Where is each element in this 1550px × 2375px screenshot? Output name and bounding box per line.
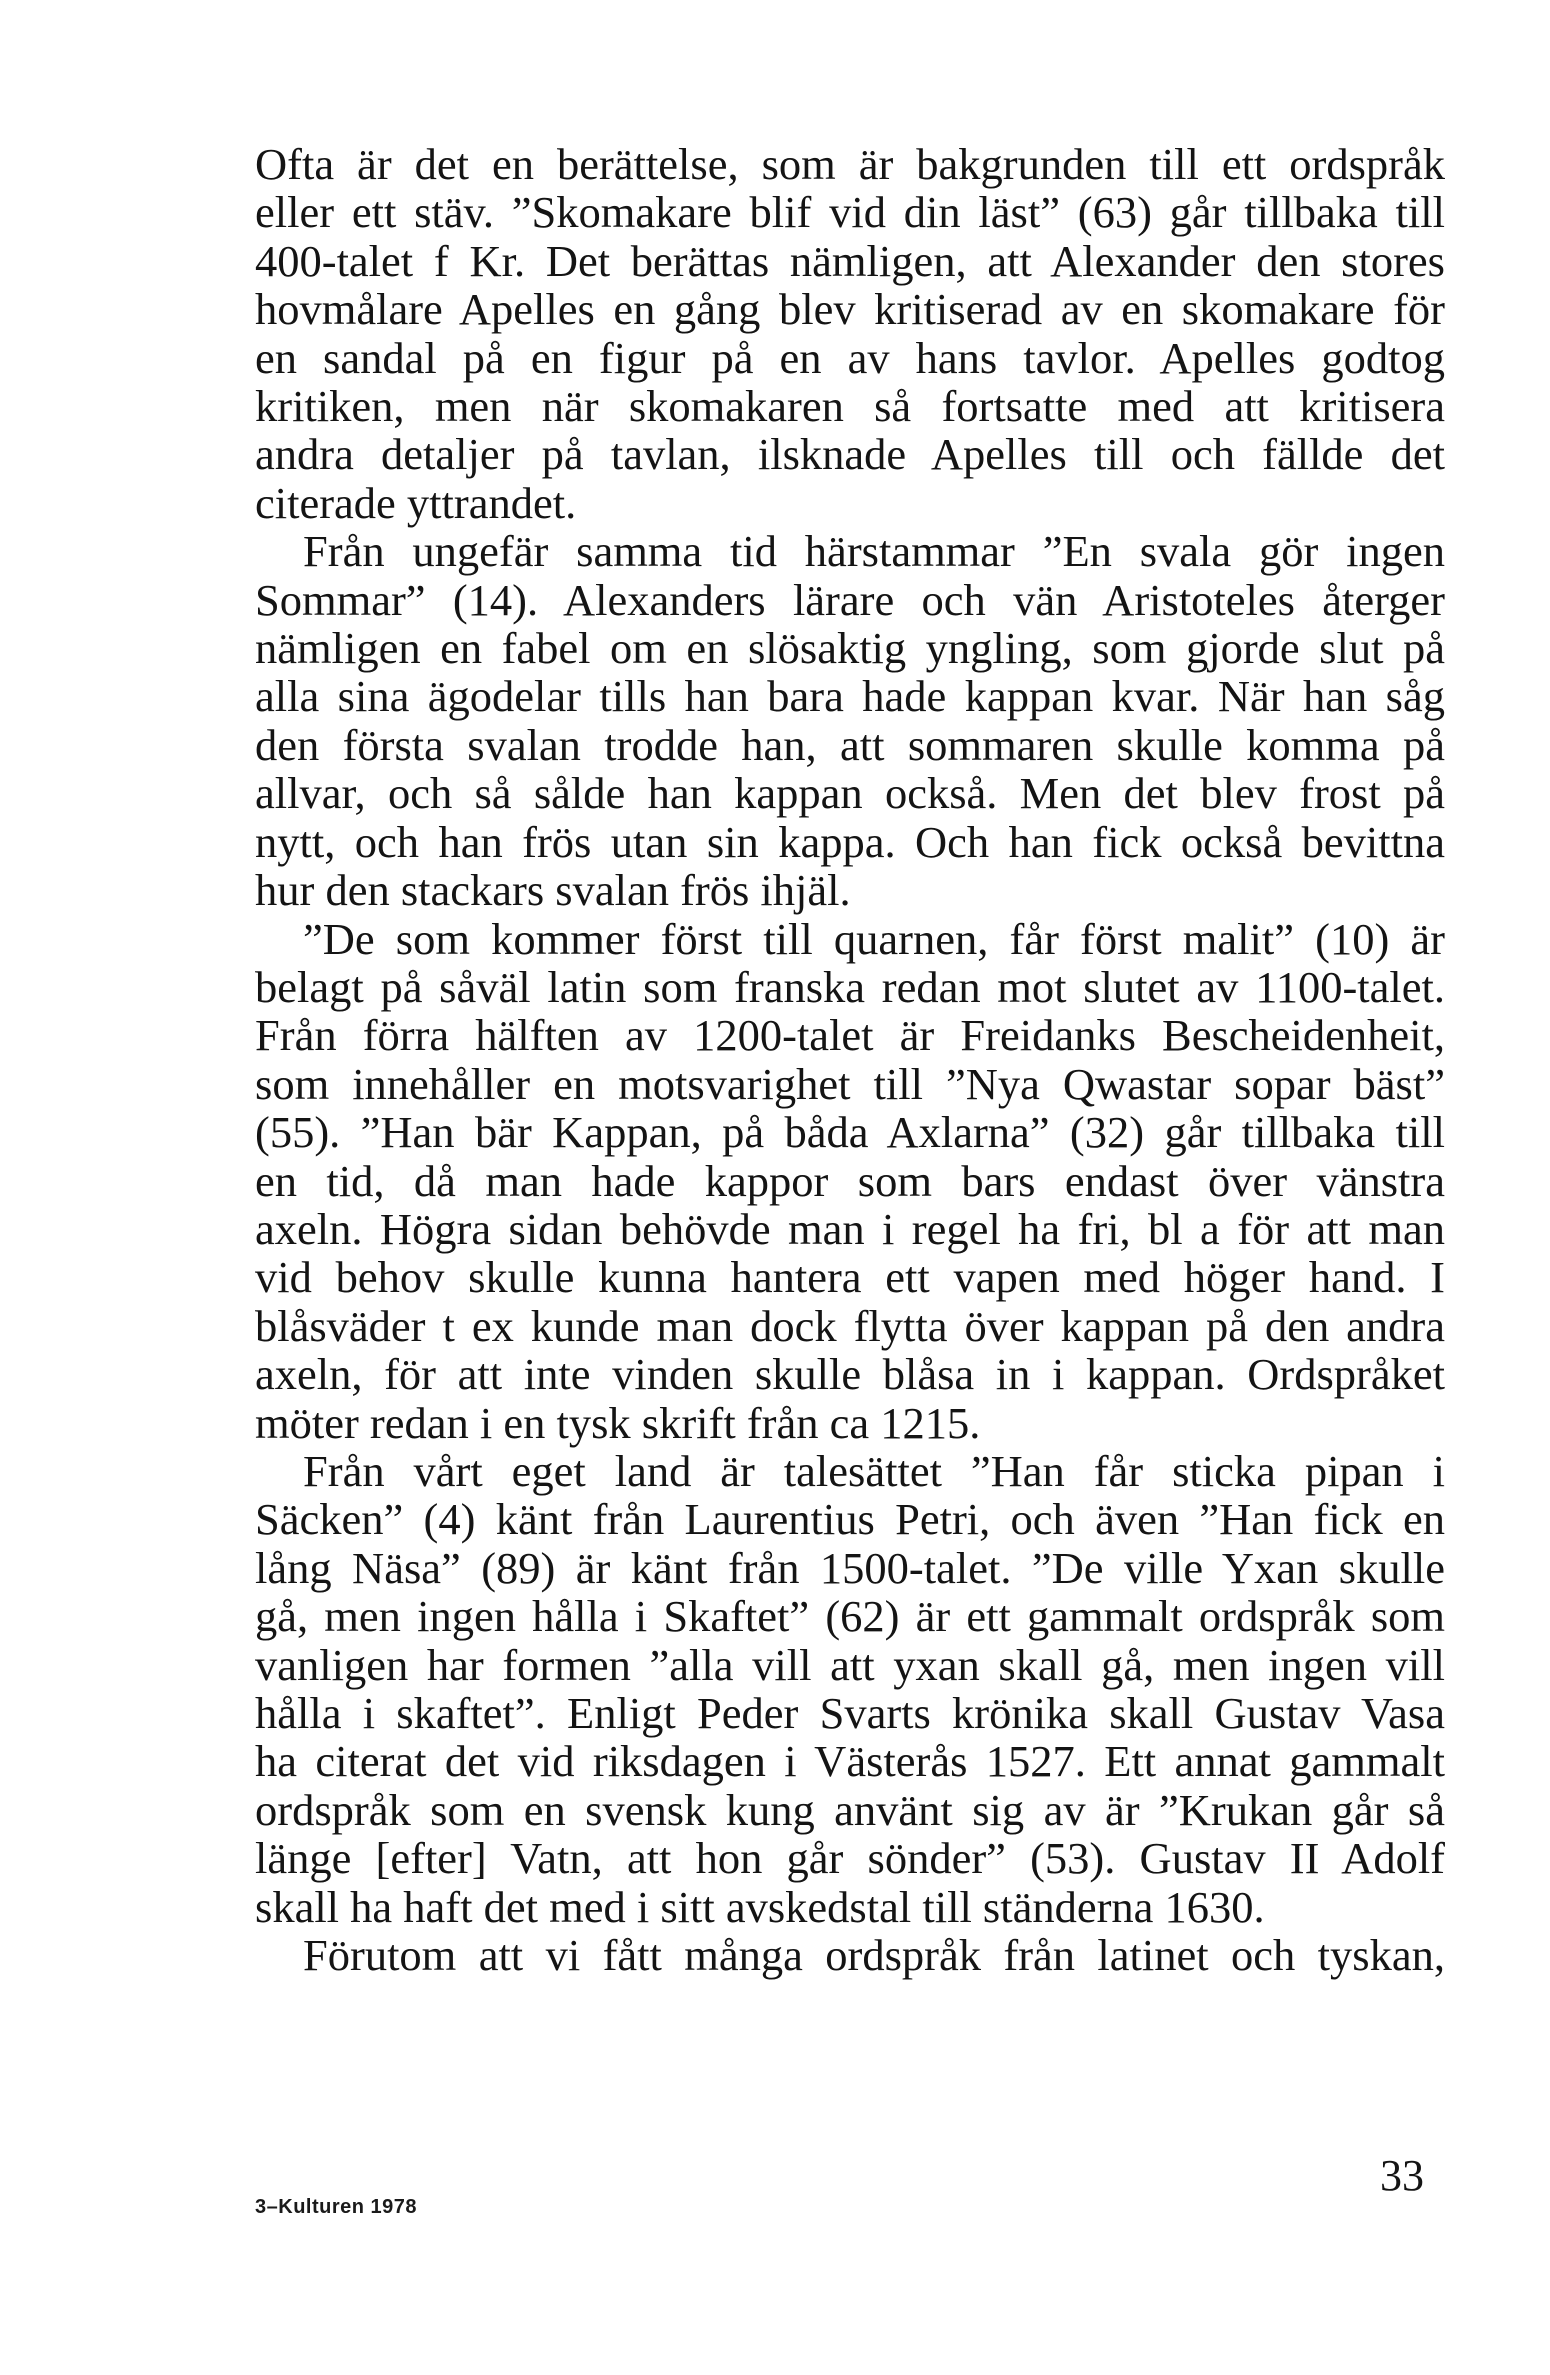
- text-line: möter redan i en tysk skrift från ca 1215.: [255, 1397, 981, 1448]
- text-line: vid behov skulle kunna hantera ett vapen med höger hand. I: [255, 1252, 1445, 1303]
- text-line: Från ungefär samma tid härstammar ”En svala gör ingen: [303, 526, 1445, 577]
- text-line: Från vårt eget land är talesättet ”Han får sticka pipan i: [303, 1445, 1445, 1496]
- text-line: belagt på såväl latin som franska redan mot slutet av 1100-talet.: [255, 961, 1445, 1012]
- text-line: Sommar” (14). Alexanders lärare och vän Aristoteles återger: [255, 574, 1445, 625]
- text-line: lång Näsa” (89) är känt från 1500-talet. ”De ville Yxan skulle: [255, 1542, 1445, 1593]
- text-line: axeln, för att inte vinden skulle blåsa in i kappan. Ordspråket: [255, 1349, 1445, 1400]
- text-line: en tid, då man hade kappor som bars endast över vänstra: [255, 1155, 1445, 1206]
- footer-source-label: 3–Kulturen 1978: [255, 2196, 418, 2218]
- text-line: ha citerat det vid riksdagen i Västerås 1527. Ett annat gammalt: [255, 1736, 1445, 1787]
- text-line: allvar, och så sålde han kappan också. Men det blev frost på: [255, 768, 1445, 819]
- text-line: hur den stackars svalan frös ihjäl.: [255, 865, 851, 916]
- text-line: 400-talet f Kr. Det berättas nämligen, att Alexander den stores: [255, 235, 1445, 286]
- text-line: skall ha haft det med i sitt avskedstal till ständerna 1630.: [255, 1881, 1265, 1932]
- text-line: alla sina ägodelar tills han bara hade kappan kvar. När han såg: [255, 671, 1445, 722]
- text-line: hovmålare Apelles en gång blev kritiserad av en skomakare för: [255, 284, 1445, 335]
- body-text: [255, 140, 1445, 1979]
- text-line: kritiken, men när skomakaren så fortsatte med att kritisera: [255, 381, 1445, 432]
- text-line: andra detaljer på tavlan, ilsknade Apelles till och fällde det: [255, 429, 1445, 480]
- text-line: den första svalan trodde han, att sommaren skulle komma på: [255, 719, 1445, 770]
- text-line: en sandal på en figur på en av hans tavlor. Apelles godtog: [255, 332, 1445, 383]
- text-line: hålla i skaftet”. Enligt Peder Svarts krönika skall Gustav Vasa: [255, 1688, 1445, 1738]
- text-line: (55). ”Han bär Kappan, på båda Axlarna” (32) går tillbaka till: [255, 1107, 1445, 1158]
- text-line: eller ett stäv. ”Skomakare blif vid din läst” (63) går tillbaka till: [255, 187, 1445, 238]
- text-line: nytt, och han frös utan sin kappa. Och han fick också bevittna: [255, 816, 1445, 867]
- text-line: Ofta är det en berättelse, som är bakgrunden till ett ordspråk: [255, 139, 1445, 189]
- text-line: Förutom att vi fått många ordspråk från latinet och tyskan,: [303, 1930, 1445, 1981]
- text-line: citerade yttrandet.: [255, 477, 577, 528]
- text-line: vanligen har formen ”alla vill att yxan skall gå, men ingen vill: [255, 1639, 1445, 1690]
- text-line: ”De som kommer först till quarnen, får först malit” (10) är: [303, 913, 1445, 964]
- page-number: 33: [1380, 2151, 1424, 2200]
- text-line: axeln. Högra sidan behövde man i regel ha fri, bl a för att man: [255, 1203, 1445, 1254]
- text-line: blåsväder t ex kunde man dock flytta över kappan på den andra: [255, 1300, 1445, 1351]
- text-line: länge [efter] Vatn, att hon går sönder” (53). Gustav II Adolf: [255, 1833, 1445, 1884]
- text-line: nämligen en fabel om en slösaktig yngling, som gjorde slut på: [255, 623, 1445, 674]
- text-line: gå, men ingen hålla i Skaftet” (62) är ett gammalt ordspråk som: [255, 1591, 1445, 1642]
- text-line: som innehåller en motsvarighet till ”Nya Qwastar sopar bäst”: [255, 1058, 1445, 1109]
- text-line: Från förra hälften av 1200-talet är Freidanks Bescheidenheit,: [255, 1010, 1445, 1061]
- text-line: Säcken” (4) känt från Laurentius Petri, och även ”Han fick en: [255, 1494, 1445, 1545]
- text-line: ordspråk som en svensk kung använt sig av är ”Krukan går så: [255, 1784, 1445, 1835]
